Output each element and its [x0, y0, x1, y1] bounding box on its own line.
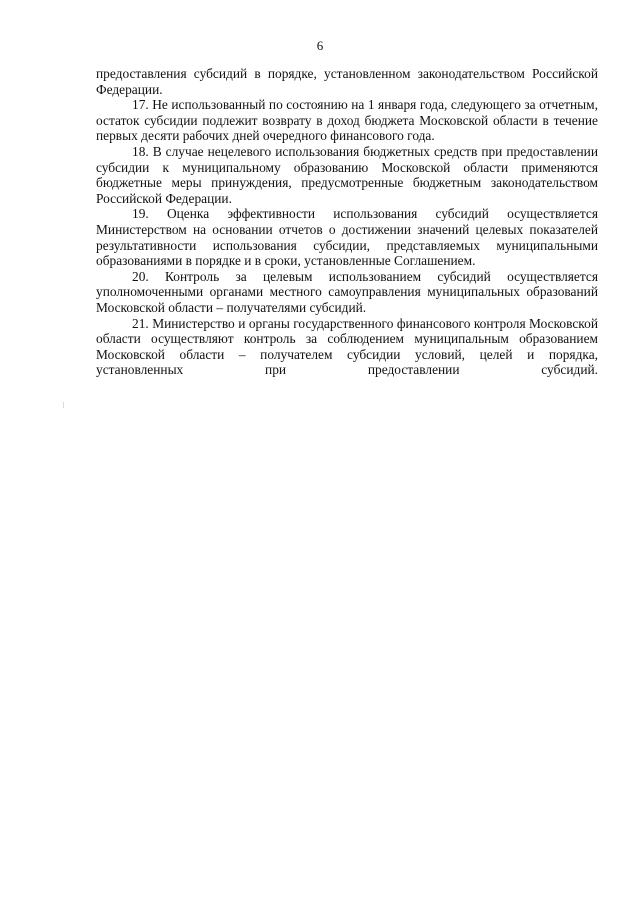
- paragraph-21: 21. Министерство и органы государственного финансового контроля Московской области осуществляют контроль за соблюдением муниципальным образованием Московской области – получателем субсидии условий, целей и порядка, установленных при предоставлении субсидий.: [96, 315, 598, 378]
- page-number: 6: [316, 38, 324, 53]
- paragraph-17: 17. Не использованный по состоянию на 1 января года, следующего за отчетным, остаток субсидии подлежит возврату в доход бюджета Московской области в течение первых десяти рабочих дней очередного финансового года.: [96, 97, 598, 144]
- document-body: [96, 66, 598, 378]
- paragraph-continuation: предоставления субсидий в порядке, установленном законодательством Российской Федерации.: [96, 66, 598, 97]
- paragraph-18: 18. В случае нецелевого использования бюджетных средств при предоставлении субсидии к муниципальному образованию Московской области применяются бюджетные меры принуждения, предусмотренные бюджетным законодательством Российской Федерации.: [96, 143, 598, 206]
- paragraph-20: 20. Контроль за целевым использованием субсидий осуществляется уполномоченными органами местного самоуправления муниципальных образований Московской области – получателями субсидий.: [96, 268, 598, 315]
- scan-margin-mark: [63, 402, 64, 408]
- paragraph-19: 19. Оценка эффективности использования субсидий осуществляется Министерством на основании отчетов о достижении значений целевых показателей результативности использования субсидии, представляемых муниципальными образованиями в порядке и в сроки, установленные Соглашением.: [96, 206, 598, 269]
